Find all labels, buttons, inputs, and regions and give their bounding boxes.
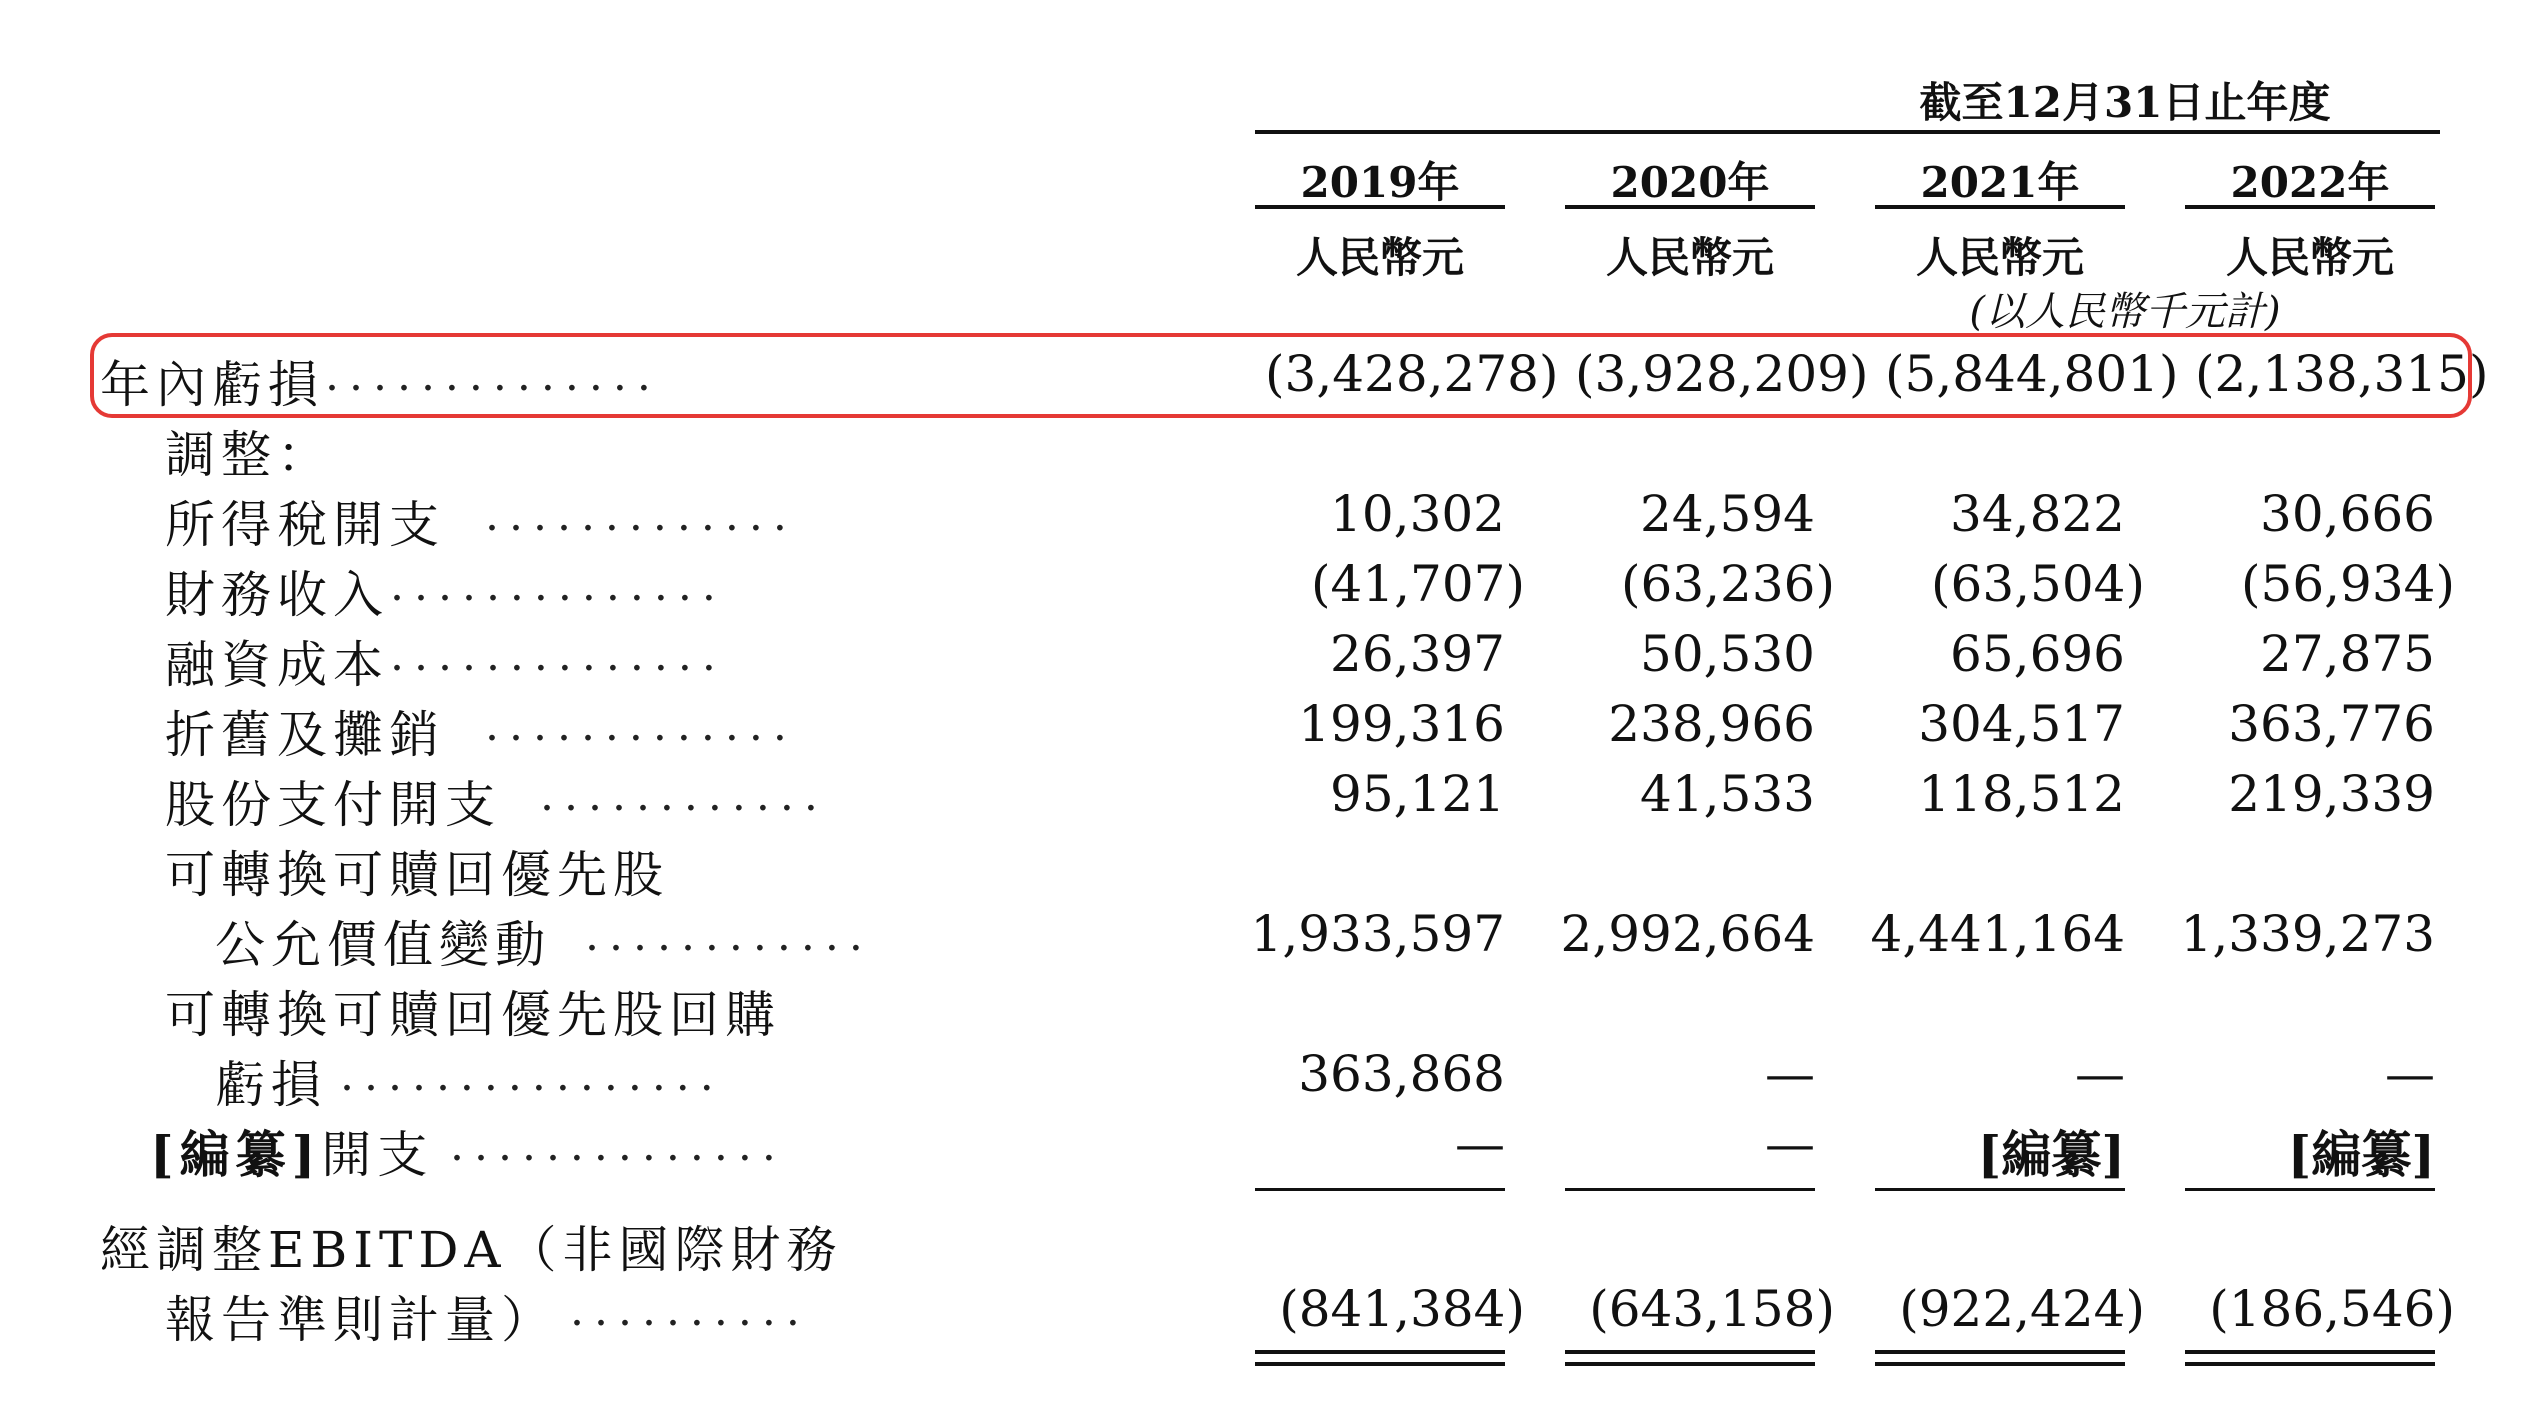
row-label-adjusted-ebitda: 經調整EBITDA（非國際財務 (100, 1221, 843, 1279)
cell-loss-2020: (3,928,209) (1575, 345, 1869, 403)
row-label-listing-expense (150, 1115, 433, 1187)
row-label-repurchase-loss: 虧損 (215, 1056, 327, 1114)
cell-tax-2021: 34,822 (1950, 485, 2125, 543)
cell-ebitda-2020: (643,158) (1589, 1280, 1835, 1338)
total-rule-2022 (2185, 1350, 2435, 1366)
cell-share-2021: 118,512 (1918, 765, 2125, 823)
row-leader-dots: ............ (540, 770, 828, 821)
cell-ebitda-2021: (922,424) (1899, 1280, 2145, 1338)
unit-2019: 人民幣元 (1295, 233, 1464, 282)
cell-fin-cost-2020: 50,530 (1640, 625, 1815, 683)
cell-depr-2019: 199,316 (1298, 695, 1505, 753)
subtotal-rule-2022 (2185, 1188, 2435, 1191)
subtotal-rule-2019 (1255, 1188, 1505, 1191)
cell-share-2022: 219,339 (2228, 765, 2435, 823)
cell-fin-cost-2022: 27,875 (2260, 625, 2435, 683)
unit-2020: 人民幣元 (1605, 233, 1774, 282)
total-rule-2019 (1255, 1350, 1505, 1366)
row-label-finance-income: 財務收入 (165, 566, 389, 624)
row-label-adjustments: 調整： (165, 426, 333, 484)
row-label-depreciation: 折舊及攤銷 (165, 706, 445, 764)
year-rule-2020 (1565, 205, 1815, 209)
cell-fin-cost-2019: 26,397 (1330, 625, 1505, 683)
row-leader-dots: .............. (390, 560, 726, 611)
cell-repurchase-2021: — (2075, 1045, 2125, 1103)
cell-listing-2020: — (1765, 1115, 1815, 1173)
row-label-finance-cost: 融資成本 (165, 636, 389, 694)
cell-fin-cost-2021: 65,696 (1950, 625, 2125, 683)
year-2019-header: 2019年 (1300, 158, 1460, 207)
cell-ebitda-2022: (186,546) (2209, 1280, 2455, 1338)
row-label-non-ifrs: 報告準則計量） (165, 1291, 557, 1349)
cell-repurchase-2019: 363,868 (1298, 1045, 1505, 1103)
cell-loss-2022: (2,138,315) (2195, 345, 2489, 403)
row-leader-dots: .............. (450, 1120, 786, 1171)
subtotal-rule-2020 (1565, 1188, 1815, 1191)
row-label-fair-value-change: 公允價值變動 (215, 916, 551, 974)
row-leader-dots: .............. (325, 350, 661, 401)
row-label-preferred-shares: 可轉換可贖回優先股 (165, 846, 669, 904)
unit-2021: 人民幣元 (1915, 233, 2084, 282)
row-leader-dots: .......... (570, 1285, 810, 1336)
row-leader-dots: ................ (340, 1050, 724, 1101)
cell-fv-2020: 2,992,664 (1560, 905, 1815, 963)
cell-ebitda-2019: (841,384) (1279, 1280, 1525, 1338)
row-leader-dots: ............. (485, 700, 797, 751)
cell-depr-2022: 363,776 (2228, 695, 2435, 753)
total-rule-2020 (1565, 1350, 1815, 1366)
year-2020-header: 2020年 (1610, 158, 1770, 207)
year-2021-header: 2021年 (1920, 158, 2080, 207)
row-leader-dots: .............. (390, 630, 726, 681)
row-label-share-based: 股份支付開支 (165, 776, 501, 834)
row-leader-dots: ............. (485, 490, 797, 541)
cell-loss-2021: (5,844,801) (1885, 345, 2179, 403)
row-label-income-tax: 所得稅開支 (165, 496, 445, 554)
cell-tax-2022: 30,666 (2260, 485, 2435, 543)
expense-label: 開支 (321, 1126, 434, 1184)
period-header: 截至12月31日止年度 (1919, 78, 2331, 127)
cell-share-2019: 95,121 (1330, 765, 1505, 823)
cell-fin-income-2022: (56,934) (2241, 555, 2455, 613)
total-rule-2021 (1875, 1350, 2125, 1366)
header-rule (1255, 130, 2440, 134)
redacted-mark: [編纂] (150, 1125, 322, 1184)
cell-fin-income-2019: (41,707) (1311, 555, 1525, 613)
unit-2022: 人民幣元 (2225, 233, 2394, 282)
subtotal-rule-2021 (1875, 1188, 2125, 1191)
unit-note: (以人民幣千元計) (1969, 289, 2281, 335)
cell-loss-2019: (3,428,278) (1265, 345, 1559, 403)
row-label-preferred-repurchase: 可轉換可贖回優先股回購 (165, 986, 781, 1044)
year-rule-2021 (1875, 205, 2125, 209)
row-label-loss: 年內虧損 (100, 356, 324, 414)
cell-depr-2020: 238,966 (1608, 695, 1815, 753)
cell-depr-2021: 304,517 (1918, 695, 2125, 753)
cell-listing-2022: [編纂] (2287, 1125, 2435, 1184)
year-rule-2019 (1255, 205, 1505, 209)
cell-fin-income-2020: (63,236) (1621, 555, 1835, 613)
cell-listing-2021: [編纂] (1977, 1125, 2125, 1184)
cell-tax-2020: 24,594 (1640, 485, 1815, 543)
year-2022-header: 2022年 (2230, 158, 2390, 207)
year-rule-2022 (2185, 205, 2435, 209)
cell-repurchase-2022: — (2385, 1045, 2435, 1103)
cell-repurchase-2020: — (1765, 1045, 1815, 1103)
row-leader-dots: ............ (585, 910, 873, 961)
cell-tax-2019: 10,302 (1330, 485, 1505, 543)
cell-share-2020: 41,533 (1640, 765, 1815, 823)
cell-listing-2019: — (1455, 1115, 1505, 1173)
cell-fv-2019: 1,933,597 (1250, 905, 1505, 963)
cell-fv-2022: 1,339,273 (2180, 905, 2435, 963)
cell-fv-2021: 4,441,164 (1870, 905, 2125, 963)
cell-fin-income-2021: (63,504) (1931, 555, 2145, 613)
